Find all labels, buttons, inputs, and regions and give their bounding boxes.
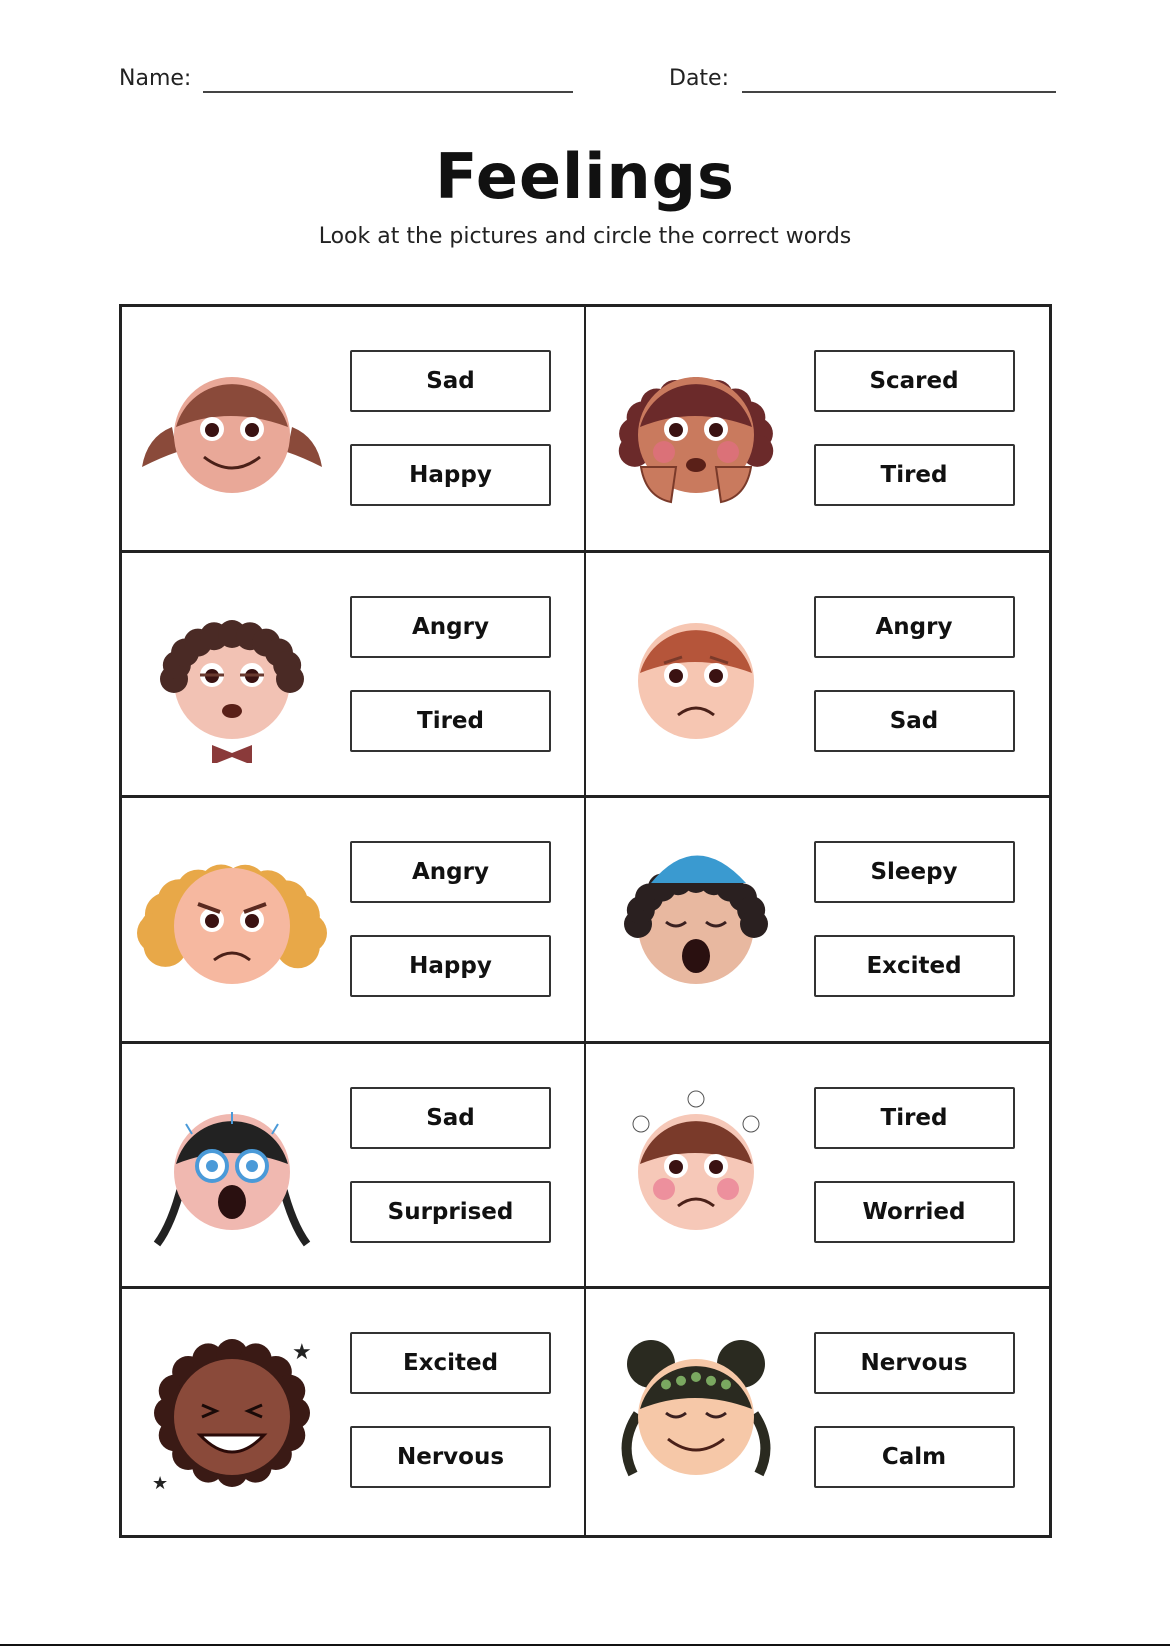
feeling-card (122, 553, 586, 799)
word-option[interactable]: Tired (814, 1087, 1015, 1149)
feeling-card (122, 1044, 586, 1290)
word-option[interactable]: Happy (350, 935, 551, 997)
face-illustration (132, 593, 332, 763)
face-illustration (596, 1329, 796, 1499)
word-option[interactable]: Calm (814, 1426, 1015, 1488)
date-field[interactable] (742, 91, 1056, 93)
face-illustration (132, 1329, 332, 1499)
face-illustration (132, 838, 332, 1008)
feeling-card (586, 1289, 1050, 1535)
word-option[interactable]: Excited (350, 1332, 551, 1394)
word-option[interactable]: Sleepy (814, 841, 1015, 903)
feelings-grid (119, 304, 1052, 1538)
face-illustration (596, 347, 796, 517)
word-option[interactable]: Surprised (350, 1181, 551, 1243)
feeling-card (586, 553, 1050, 799)
name-label: Name: (119, 66, 192, 91)
svg-text:★: ★ (292, 1340, 312, 1366)
face-illustration (596, 838, 796, 1008)
word-option[interactable]: Excited (814, 935, 1015, 997)
svg-text:★: ★ (152, 1473, 169, 1495)
name-field[interactable] (203, 91, 573, 93)
word-option[interactable]: Sad (350, 1087, 551, 1149)
feeling-card (122, 307, 586, 553)
word-option[interactable]: Happy (350, 444, 551, 506)
date-label: Date: (669, 66, 729, 91)
word-option[interactable]: Tired (814, 444, 1015, 506)
word-option[interactable]: Nervous (814, 1332, 1015, 1394)
word-option[interactable]: Nervous (350, 1426, 551, 1488)
word-option[interactable]: Worried (814, 1181, 1015, 1243)
feeling-card (586, 1044, 1050, 1290)
face-illustration (596, 1084, 796, 1254)
page-title: Feelings (435, 140, 735, 213)
face-illustration (132, 347, 332, 517)
face-illustration (132, 1084, 332, 1254)
word-option[interactable]: Angry (350, 596, 551, 658)
word-option[interactable]: Sad (350, 350, 551, 412)
feeling-card (122, 1289, 586, 1535)
word-option[interactable]: Angry (350, 841, 551, 903)
word-option[interactable]: Angry (814, 596, 1015, 658)
instructions: Look at the pictures and circle the correct words (318, 224, 852, 249)
feeling-card (586, 307, 1050, 553)
word-option[interactable]: Sad (814, 690, 1015, 752)
word-option[interactable]: Tired (350, 690, 551, 752)
face-illustration (596, 593, 796, 763)
feeling-card (586, 798, 1050, 1044)
feeling-card (122, 798, 586, 1044)
word-option[interactable]: Scared (814, 350, 1015, 412)
